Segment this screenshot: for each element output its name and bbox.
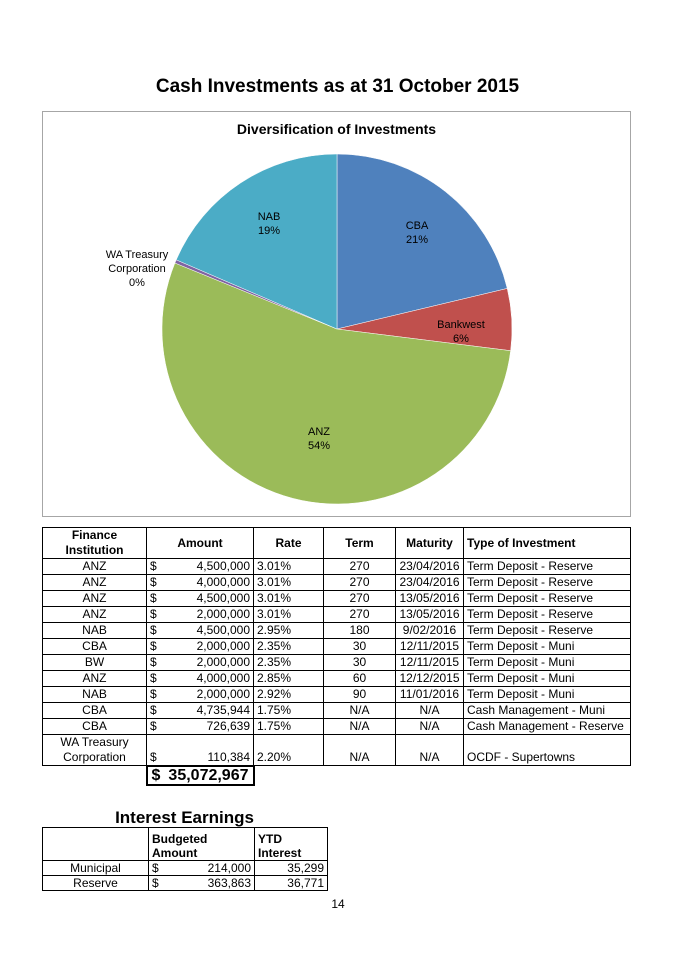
page-number: 14 — [331, 897, 345, 911]
currency-symbol: $ — [150, 607, 157, 621]
slice-label-wa-treasury-name: WA Treasury Corporation — [105, 249, 169, 275]
cell-rate: 2.35% — [254, 655, 324, 671]
cell-maturity: 9/02/2016 — [396, 623, 464, 639]
slice-label-cba — [406, 219, 429, 247]
interest-earnings-title: Interest Earnings — [115, 808, 254, 827]
cell-maturity: N/A — [396, 719, 464, 735]
cell-term: N/A — [324, 735, 396, 766]
amount-value: 726,639 — [206, 719, 250, 733]
cell-rate: 2.35% — [254, 639, 324, 655]
cell-maturity: 12/11/2015 — [396, 639, 464, 655]
cell-institution: CBA — [43, 719, 147, 735]
cell-type: Term Deposit - Reserve — [464, 559, 631, 575]
pie-chart-svg — [43, 112, 632, 518]
cell-type: Term Deposit - Muni — [464, 655, 631, 671]
slice-label-bankwest — [437, 318, 485, 346]
interest-header-blank — [43, 828, 149, 861]
cell-amount — [147, 687, 254, 703]
amount-value: 2,000,000 — [196, 607, 250, 621]
cell-term: 30 — [324, 655, 396, 671]
interest-row-municipal — [43, 861, 328, 876]
interest-budget — [149, 861, 255, 876]
cell-maturity: N/A — [396, 735, 464, 766]
cell-amount — [147, 607, 254, 623]
table-row — [43, 719, 631, 735]
cell-type: Term Deposit - Reserve — [464, 623, 631, 639]
table-row — [43, 687, 631, 703]
cell-rate: 3.01% — [254, 559, 324, 575]
cell-institution: NAB — [43, 687, 147, 703]
currency-symbol: $ — [150, 719, 157, 733]
cell-term: N/A — [324, 703, 396, 719]
table-row — [43, 623, 631, 639]
currency-symbol: $ — [152, 876, 159, 890]
cell-amount — [147, 655, 254, 671]
table-row — [43, 607, 631, 623]
interest-budget-value: 214,000 — [207, 861, 251, 875]
interest-budget — [149, 876, 255, 891]
slice-label-wa-treasury — [102, 248, 172, 290]
slice-label-anz-percent: 54% — [307, 440, 331, 452]
header-type-of-investment: Type of Investment — [464, 528, 631, 559]
slice-label-anz — [308, 425, 330, 453]
cell-type: Cash Management - Muni — [464, 703, 631, 719]
slice-label-anz-name: ANZ — [308, 426, 330, 438]
cell-rate: 1.75% — [254, 703, 324, 719]
slice-label-cba-percent: 21% — [405, 234, 429, 246]
cell-amount — [147, 559, 254, 575]
cell-maturity: 23/04/2016 — [396, 575, 464, 591]
cell-maturity: 11/01/2016 — [396, 687, 464, 703]
cell-term: 270 — [324, 559, 396, 575]
cell-rate: 2.95% — [254, 623, 324, 639]
cell-institution: ANZ — [43, 607, 147, 623]
amount-value: 4,000,000 — [196, 671, 250, 685]
investments-body — [43, 559, 631, 735]
interest-header-row — [43, 828, 328, 861]
cell-rate: 3.01% — [254, 575, 324, 591]
cell-institution: ANZ — [43, 575, 147, 591]
cell-rate: 3.01% — [254, 591, 324, 607]
amount-value: 4,000,000 — [196, 575, 250, 589]
total-currency-symbol: $ — [151, 766, 161, 784]
cell-term: 30 — [324, 639, 396, 655]
cell-institution: CBA — [43, 703, 147, 719]
currency-symbol: $ — [150, 687, 157, 701]
currency-symbol: $ — [150, 639, 157, 653]
cell-amount — [147, 671, 254, 687]
currency-symbol: $ — [150, 749, 157, 764]
investments-header-row — [43, 528, 631, 559]
cell-institution — [43, 735, 147, 766]
cell-institution: ANZ — [43, 671, 147, 687]
currency-symbol: $ — [150, 703, 157, 717]
cell-maturity: 12/11/2015 — [396, 655, 464, 671]
interest-budget-value: 363,863 — [207, 876, 251, 890]
cell-amount — [147, 735, 254, 766]
interest-label: Reserve — [43, 876, 149, 891]
cell-term: 60 — [324, 671, 396, 687]
header-rate: Rate — [254, 528, 324, 559]
cell-type: Term Deposit - Reserve — [464, 575, 631, 591]
cell-amount — [147, 719, 254, 735]
currency-symbol: $ — [150, 591, 157, 605]
chart-title: Diversification of Investments — [236, 121, 437, 137]
cell-type: Cash Management - Reserve — [464, 719, 631, 735]
cell-type: Term Deposit - Reserve — [464, 607, 631, 623]
cell-amount — [147, 639, 254, 655]
currency-symbol: $ — [152, 861, 159, 875]
cell-term: 270 — [324, 607, 396, 623]
amount-value: 2,000,000 — [196, 639, 250, 653]
cell-maturity: 13/05/2016 — [396, 607, 464, 623]
cell-institution-line1: WA Treasury — [60, 735, 129, 749]
cell-rate: 2.92% — [254, 687, 324, 703]
table-row — [43, 703, 631, 719]
slice-label-nab-name: NAB — [257, 211, 281, 223]
interest-label: Municipal — [43, 861, 149, 876]
cell-term: 90 — [324, 687, 396, 703]
currency-symbol: $ — [150, 671, 157, 685]
cell-rate: 2.20% — [254, 735, 324, 766]
amount-value: 2,000,000 — [196, 687, 250, 701]
cell-type: Term Deposit - Muni — [464, 671, 631, 687]
cell-institution: BW — [43, 655, 147, 671]
table-row — [43, 639, 631, 655]
cell-rate: 3.01% — [254, 607, 324, 623]
table-row — [43, 671, 631, 687]
interest-ytd: 36,771 — [255, 876, 328, 891]
slice-label-nab — [258, 210, 281, 238]
cell-term: N/A — [324, 719, 396, 735]
amount-value: 4,500,000 — [196, 559, 250, 573]
interest-table — [42, 827, 328, 891]
interest-ytd: 35,299 — [255, 861, 328, 876]
table-row — [43, 735, 631, 766]
slice-label-wa-treasury-percent: 0% — [129, 277, 145, 289]
cell-institution: CBA — [43, 639, 147, 655]
cell-institution-line2: Corporation — [63, 750, 126, 764]
currency-symbol: $ — [150, 623, 157, 637]
total-amount: 35,072,967 — [168, 766, 249, 784]
cell-institution: ANZ — [43, 559, 147, 575]
amount-value: 110,384 — [207, 749, 250, 764]
cell-term: 180 — [324, 623, 396, 639]
currency-symbol: $ — [150, 559, 157, 573]
currency-symbol: $ — [150, 575, 157, 589]
cell-type: Term Deposit - Muni — [464, 687, 631, 703]
header-term: Term — [324, 528, 396, 559]
amount-value: 4,500,000 — [196, 623, 250, 637]
total-row — [43, 766, 631, 785]
cell-maturity: 13/05/2016 — [396, 591, 464, 607]
table-row — [43, 591, 631, 607]
currency-symbol: $ — [150, 655, 157, 669]
slice-label-cba-name: CBA — [405, 220, 429, 232]
interest-header-ytd: YTD Interest — [255, 828, 328, 861]
cell-maturity: 23/04/2016 — [396, 559, 464, 575]
investments-table — [42, 527, 631, 786]
page-title: Cash Investments as at 31 October 2015 — [155, 76, 520, 97]
interest-header-budgeted: Budgeted Amount — [149, 828, 255, 861]
header-maturity: Maturity — [396, 528, 464, 559]
cell-term: 270 — [324, 591, 396, 607]
amount-value: 4,500,000 — [196, 591, 250, 605]
amount-value: 2,000,000 — [196, 655, 250, 669]
cell-maturity: 12/12/2015 — [396, 671, 464, 687]
table-row — [43, 559, 631, 575]
total-amount-cell — [147, 766, 254, 785]
cell-rate: 2.85% — [254, 671, 324, 687]
header-finance-institution: Finance Institution — [43, 528, 147, 559]
interest-row-reserve — [43, 876, 328, 891]
cell-term: 270 — [324, 575, 396, 591]
cell-amount — [147, 623, 254, 639]
slice-label-bankwest-name: Bankwest — [437, 319, 485, 331]
slice-label-nab-percent: 19% — [257, 225, 281, 237]
cell-rate: 1.75% — [254, 719, 324, 735]
table-row — [43, 575, 631, 591]
amount-value: 4,735,944 — [196, 703, 250, 717]
pie-chart — [42, 111, 631, 517]
table-row — [43, 655, 631, 671]
cell-amount — [147, 575, 254, 591]
cell-type: Term Deposit - Muni — [464, 639, 631, 655]
cell-institution: ANZ — [43, 591, 147, 607]
header-amount: Amount — [147, 528, 254, 559]
cell-amount — [147, 703, 254, 719]
slice-label-bankwest-percent: 6% — [453, 333, 469, 345]
cell-type: OCDF - Supertowns — [464, 735, 631, 766]
cell-maturity: N/A — [396, 703, 464, 719]
cell-institution: NAB — [43, 623, 147, 639]
cell-type: Term Deposit - Reserve — [464, 591, 631, 607]
cell-amount — [147, 591, 254, 607]
